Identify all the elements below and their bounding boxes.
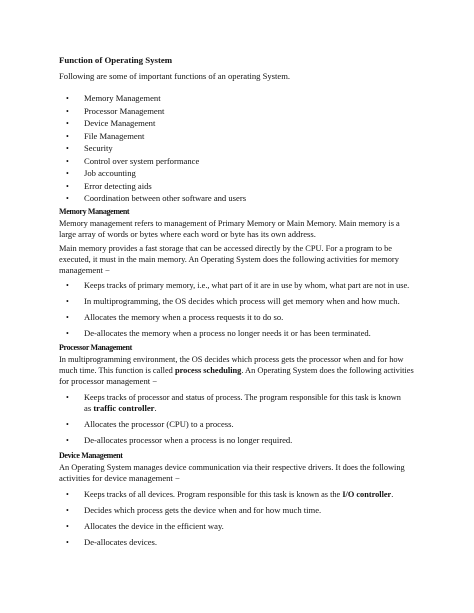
memory-paragraph-line: management − <box>59 265 110 275</box>
processor-bullet: Keeps tracks of processor and status of process. The program responsible for this task is known <box>84 393 401 402</box>
bullet: • <box>66 538 69 547</box>
bullet: • <box>66 181 69 191</box>
bold-term: traffic controller <box>93 403 155 413</box>
bullet: • <box>66 420 69 429</box>
bullet: • <box>66 119 69 128</box>
bullet: • <box>66 436 69 445</box>
bullet: • <box>66 490 69 499</box>
list-item: Device Management <box>84 118 156 128</box>
bullet: • <box>66 156 69 166</box>
memory-bullet: Keeps tracks of primary memory, i.e., what part of it are in use by whom, what part are not in use. <box>84 281 410 290</box>
processor-heading: Processor Management <box>59 343 132 352</box>
text-run: . <box>391 490 394 499</box>
memory-paragraph-line: executed, it must in the main memory. An Operating System does the following activities for memory <box>59 255 399 264</box>
bullet: • <box>66 281 69 290</box>
intro-text: Following are some of important functions of an operating System. <box>59 71 291 81</box>
bold-term: I/O controller <box>342 490 392 499</box>
device-bullet: Decides which process gets the device when and for how much time. <box>84 505 322 515</box>
processor-paragraph-line <box>59 365 414 376</box>
processor-bullet: De-allocates processor when a process is no longer required. <box>84 435 293 445</box>
device-bullet: Allocates the device in the efficient way. <box>84 521 224 531</box>
bullet: • <box>66 297 69 306</box>
bullet: • <box>66 313 69 322</box>
memory-paragraph-line: Main memory provides a fast storage that can be accessed directly by the CPU. For a program to be <box>59 244 392 253</box>
memory-bullet: De-allocates the memory when a process no longer needs it or has been terminated. <box>84 328 371 338</box>
device-bullet: De-allocates devices. <box>84 537 158 547</box>
list-item: Control over system performance <box>84 155 200 166</box>
memory-paragraph-line: Memory management refers to management of Primary Memory or Main Memory. Main memory is a <box>59 219 400 228</box>
device-heading: Device Management <box>59 451 123 460</box>
memory-bullet: In multiprogramming, the OS decides which process will get memory when and how much. <box>84 296 400 306</box>
bullet: • <box>66 194 69 203</box>
memory-paragraph-line: large array of words or bytes where each word or byte has its own address. <box>59 229 316 239</box>
text-run: Keeps tracks of all devices. Program responsible for this task is known as the <box>84 490 343 499</box>
memory-heading: Memory Management <box>59 207 130 216</box>
device-paragraph-line: activities for device management − <box>59 473 180 483</box>
list-item: Error detecting aids <box>84 180 152 191</box>
list-item: Memory Management <box>84 93 161 103</box>
text-run: . <box>154 403 157 413</box>
bullet: • <box>66 94 69 103</box>
processor-bullet: Allocates the processor (CPU) to a process. <box>84 419 234 429</box>
text-run: as <box>84 403 94 413</box>
text-run: . An Operating System does the following activities <box>241 366 414 375</box>
memory-bullet: Allocates the memory when a process requests it to do so. <box>84 312 284 322</box>
bullet: • <box>66 169 69 178</box>
bullet: • <box>66 144 69 153</box>
document-title: Function of Operating System <box>59 55 173 65</box>
list-item: Security <box>84 143 113 153</box>
processor-paragraph-line: for processor management − <box>59 376 158 386</box>
device-bullet <box>84 489 393 500</box>
bullet: • <box>66 522 69 531</box>
bullet: • <box>66 131 69 141</box>
processor-bullet-cont <box>84 403 157 414</box>
list-item: Job accounting <box>84 168 136 178</box>
device-paragraph-line: An Operating System manages device communication via their respective drivers. It does the following <box>59 463 405 472</box>
list-item: Coordination between other software and users <box>84 193 247 203</box>
bullet: • <box>66 393 69 402</box>
processor-paragraph-line: In multiprogramming environment, the OS decides which process gets the processor when and for how <box>59 355 404 364</box>
text-run: much time. This function is called <box>59 366 175 375</box>
bullet: • <box>66 506 69 515</box>
bullet: • <box>66 106 69 116</box>
bold-term: process scheduling <box>174 366 242 375</box>
list-item: Processor Management <box>84 105 165 116</box>
bullet: • <box>66 329 69 338</box>
list-item: File Management <box>84 130 145 141</box>
